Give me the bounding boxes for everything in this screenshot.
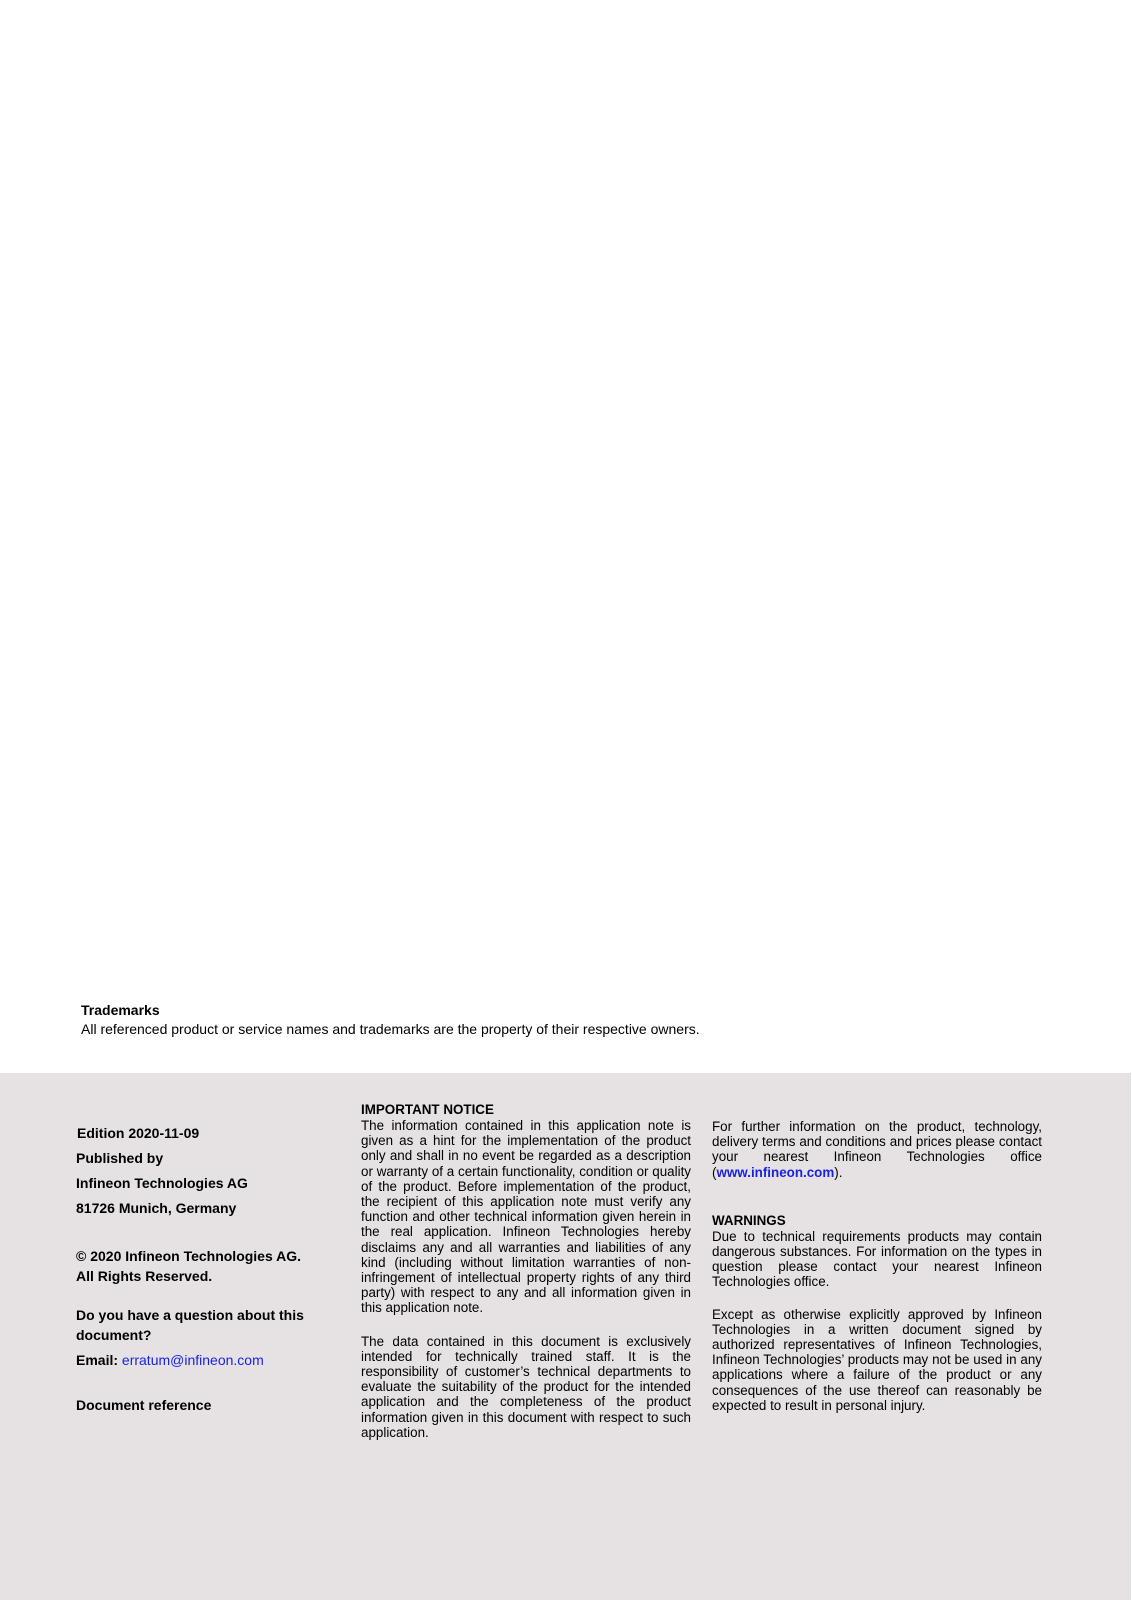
- published-by-label: Published by: [76, 1150, 164, 1166]
- trademarks-section: [81, 1001, 981, 1039]
- copyright-line-2: All Rights Reserved.: [76, 1268, 213, 1284]
- infineon-website-link[interactable]: www.infineon.com: [716, 1164, 835, 1180]
- question-line-1: Do you have a question about this: [76, 1307, 304, 1323]
- question-line-2: document?: [76, 1327, 152, 1343]
- important-notice-paragraph-2: The data contained in this document is exclusively intended for technically trained staff. It is the responsibility of customer’s technical departments to evaluate the suitability of the product for the intended application and the completeness of the product information given in this document with respect to such application.: [361, 1333, 691, 1440]
- important-notice-column: [361, 1101, 691, 1440]
- copyright-line-1: © 2020 Infineon Technologies AG.: [76, 1248, 302, 1264]
- publisher-name: Infineon Technologies AG: [76, 1175, 248, 1191]
- edition-date: Edition 2020-11-09: [77, 1125, 200, 1141]
- email-label: Email:: [76, 1352, 119, 1368]
- question-prompt: [76, 1305, 331, 1345]
- trademarks-text: All referenced product or service names and trademarks are the property of their respective owners.: [81, 1021, 700, 1037]
- further-info-column: [712, 1119, 1042, 1413]
- important-notice-paragraph-1: The information contained in this application note is given as a hint for the implementation of the product only and shall in no event be regarded as a description or warranty of a certain functionality, condition or quality of the product. Before implementation of the product, the recipient of this application note must verify any function and other technical information given herein in the real application. Infineon Technologies hereby disclaims any and all warranties and liabilities of any kind (including without limitation warranties of non-infringement of intellectual property rights of any third party) with respect to any and all information given in this application note.: [361, 1118, 691, 1316]
- further-info-text-end: ).: [834, 1164, 843, 1180]
- warnings-paragraph-2: Except as otherwise explicitly approved by Infineon Technologies in a written document signed by authorized representatives of Infineon Technologies, Infineon Technologies’ products may not be used in any applications where a failure of the product or any consequences of the use thereof can reasonably be expected to result in personal injury.: [712, 1306, 1042, 1413]
- imprint-column: [76, 1121, 331, 1418]
- further-info-text: For further information on the product, technology, delivery terms and conditions and prices please contact your nearest Infineon Technologies office (: [712, 1119, 1042, 1180]
- trademarks-title: Trademarks: [81, 1002, 160, 1018]
- publisher-address: 81726 Munich, Germany: [76, 1200, 237, 1216]
- important-notice-heading: IMPORTANT NOTICE: [361, 1102, 494, 1117]
- warnings-paragraph-1: Due to technical requirements products may contain dangerous substances. For information on the types in question please contact your nearest Infineon Technologies office.: [712, 1228, 1042, 1290]
- warnings-heading: WARNINGS: [712, 1212, 786, 1228]
- further-info-paragraph: [712, 1119, 1042, 1180]
- copyright-notice: [76, 1246, 331, 1286]
- document-reference-label: Document reference: [76, 1397, 212, 1413]
- email-link[interactable]: erratum@infineon.com: [121, 1352, 264, 1368]
- email-row: [76, 1348, 331, 1373]
